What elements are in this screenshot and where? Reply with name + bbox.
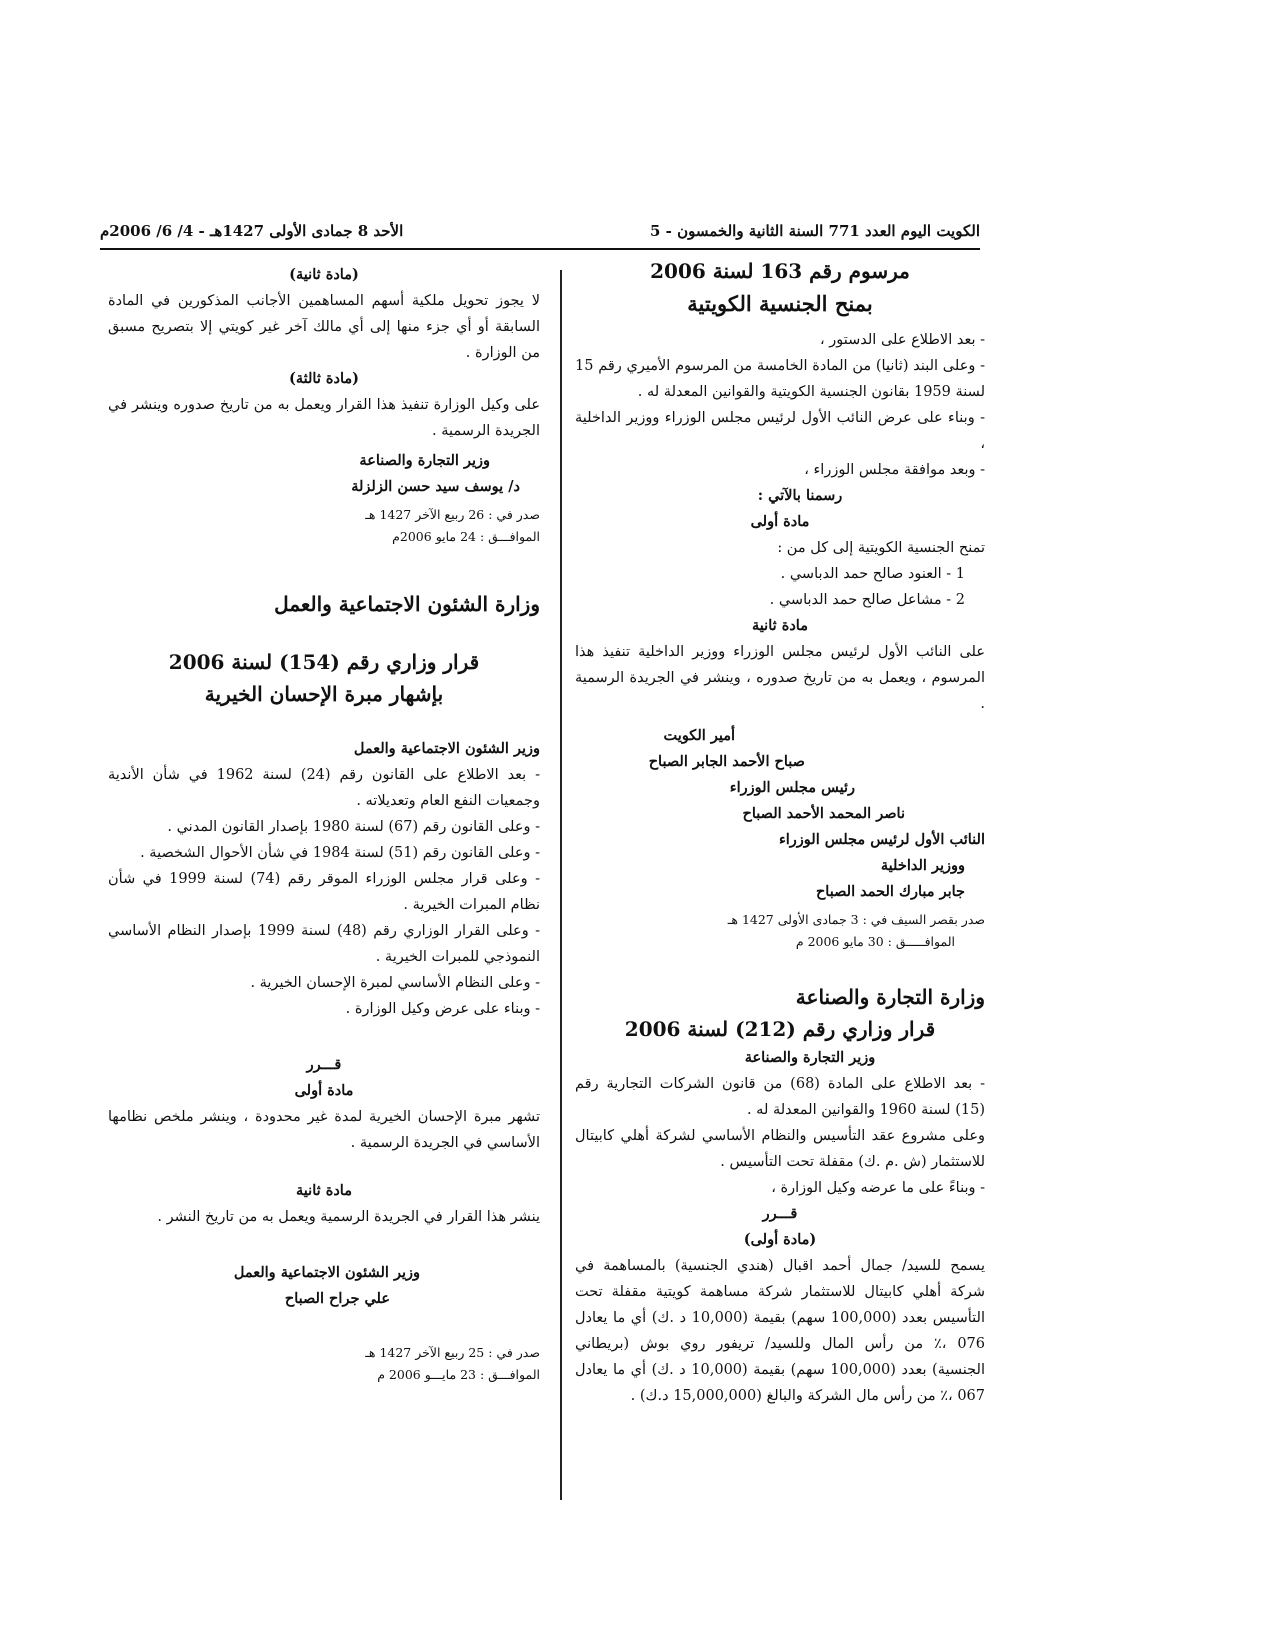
- trade-article3-text: على وكيل الوزارة تنفيذ هذا القرار ويعمل به من تاريخ صدوره وينشر في الجريدة الرسمية .: [108, 397, 540, 439]
- social-decision-title: قرار وزاري رقم (154) لسنة 2006: [168, 650, 480, 674]
- social-preamble-7: - وبناء على عرض وكيل الوزارة .: [345, 1001, 540, 1017]
- trade-sig-title: وزير التجارة والصناعة: [359, 452, 490, 469]
- decree-issued: صدر بقصر السيف في : 3 جمادى الأولى 1427 هـ: [727, 912, 985, 927]
- social-ministry-title: وزارة الشئون الاجتماعية والعمل: [274, 592, 540, 616]
- decree-sig-pm-name: ناصر المحمد الأحمد الصباح: [742, 805, 905, 822]
- trade-decided: قـــرر: [762, 1205, 798, 1222]
- social-preamble-2: - وعلى القانون رقم (67) لسنة 1980 بإصدار القانون المدني .: [167, 819, 540, 835]
- trade-preamble-1: - بعد الاطلاع على المادة (68) من قانون الشركات التجارية رقم (15) لسنة 1960 والقوانين المعدلة له .: [575, 1076, 985, 1118]
- right-column: [575, 255, 985, 1409]
- trade-decision-title: قرار وزاري رقم (212) لسنة 2006: [624, 1017, 936, 1041]
- social-preamble-6: - وعلى النظام الأساسي لمبرة الإحسان الخيرية .: [250, 975, 540, 991]
- decree-article1-title: مادة أولى: [750, 513, 810, 530]
- decree-subtitle: بمنح الجنسية الكويتية: [687, 291, 873, 316]
- decree-sig-pm-title: رئيس مجلس الوزراء: [729, 779, 855, 796]
- decree-sig-dpm-name: جابر مبارك الحمد الصباح: [815, 883, 965, 900]
- decree-preamble-4: - وبعد موافقة مجلس الوزراء ،: [804, 462, 985, 478]
- trade-article1-text: يسمح للسيد/ جمال أحمد اقبال (هندي الجنسية) بالمساهمة في شركة أهلي كابيتال للاستثمار شركة مساهمة كويتية مقفلة تحت التأسيس بعدد (100,000 سهم) بقيمة (10,000 د .ك) أي ما يعادل 076 ،٪ من رأس المال وللسيد/ تريفور روي بوش (بريطاني الجنسية) بعدد (100,000 سهم) بقيمة (10,000 د .ك) أي ما يعادل 067 ،٪ من رأس مال الشركة والبالغ (15,000,000 د.ك) .: [575, 1258, 985, 1404]
- social-preamble-5: - وعلى القرار الوزاري رقم (48) لسنة 1999 بإصدار النظام الأساسي النموذجي للمبرات الخيرية .: [108, 923, 540, 965]
- decree-name-2: 2 - مشاعل صالح حمد الدباسي .: [769, 592, 965, 608]
- decree-title: مرسوم رقم 163 لسنة 2006: [650, 259, 910, 283]
- column-divider: [560, 270, 562, 1500]
- decree-preamble-1: - بعد الاطلاع على الدستور ،: [819, 332, 985, 348]
- decree-preamble-2: - وعلى البند (ثانيا) من المادة الخامسة من المرسوم الأميري رقم 15 لسنة 1959 بقانون الجنسية الكويتية والقوانين المعدلة له .: [575, 358, 985, 400]
- trade-article2-text: لا يجوز تحويل ملكية أسهم المساهمين الأجانب المذكورين في المادة السابقة أو أي جزء منها إلى أي مالك آخر غير كويتي إلا بتصريح مسبق من الوزارة .: [108, 293, 540, 361]
- header-date: الأحد 8 جمادى الأولى 1427هـ - 4/ 6/ 2006م: [100, 222, 404, 240]
- decree-issued-greg: الموافـــــق : 30 مايو 2006 م: [795, 934, 955, 949]
- decree-sig-dpm-title: النائب الأول لرئيس مجلس الوزراء: [778, 831, 985, 848]
- decree-preamble-3: - وبناء على عرض النائب الأول لرئيس مجلس الوزراء ووزير الداخلية ،: [575, 410, 985, 452]
- social-issued: صدر في : 25 ربيع الآخر 1427 هـ: [365, 1345, 540, 1360]
- trade-article2-title: (مادة ثانية): [289, 266, 359, 283]
- social-decided: قـــرر: [306, 1056, 342, 1073]
- social-sig-name: علي جراح الصباح: [284, 1290, 390, 1307]
- decree-sig-dpm-title2: ووزير الداخلية: [880, 857, 965, 874]
- trade-issued-greg: الموافـــق : 24 مايو 2006م: [392, 529, 540, 544]
- trade-ministry-title: وزارة التجارة والصناعة: [795, 985, 985, 1009]
- social-article2-text: ينشر هذا القرار في الجريدة الرسمية ويعمل به من تاريخ النشر .: [157, 1209, 540, 1225]
- trade-issued: صدر في : 26 ربيع الآخر 1427 هـ: [365, 507, 540, 522]
- left-column: [108, 262, 540, 1386]
- trade-preamble-3: - وبناءً على ما عرضه وكيل الوزارة ،: [771, 1180, 985, 1196]
- decree-article2-text: على النائب الأول لرئيس مجلس الوزراء ووزير الداخلية تنفيذ هذا المرسوم ، ويعمل به من تاريخ صدوره ، وينشر في الجريدة الرسمية .: [575, 644, 985, 712]
- social-preamble-3: - وعلى القانون رقم (51) لسنة 1984 في شأن الأحوال الشخصية .: [140, 845, 540, 861]
- social-preamble-1: - بعد الاطلاع على القانون رقم (24) لسنة 1962 في شأن الأندية وجمعيات النفع العام وتعديلاته .: [108, 767, 540, 809]
- trade-preamble-2: وعلى مشروع عقد التأسيس والنظام الأساسي لشركة أهلي كابيتال للاستثمار (ش .م .ك) مقفلة تحت التأسيس .: [575, 1128, 985, 1170]
- page-header: [100, 218, 980, 250]
- trade-sig-name: د/ يوسف سيد حسن الزلزلة: [351, 478, 520, 495]
- trade-article1-title: (مادة أولى): [743, 1231, 817, 1248]
- social-preamble-4: - وعلى قرار مجلس الوزراء الموقر رقم (74) لسنة 1999 في شأن نظام المبرات الخيرية .: [108, 871, 540, 913]
- social-issuer: وزير الشئون الاجتماعية والعمل: [353, 740, 540, 757]
- decree-sig-emir-title: أمير الكويت: [663, 727, 735, 744]
- trade-article3-title: (مادة ثالثة): [288, 370, 360, 387]
- social-issued-greg: الموافـــق : 23 مايـــو 2006 م: [377, 1367, 540, 1382]
- decree-article2-title: مادة ثانية: [752, 617, 808, 634]
- social-article2-title: مادة ثانية: [296, 1182, 352, 1199]
- decree-name-1: 1 - العنود صالح حمد الدباسي .: [780, 566, 965, 582]
- decree-decreed: رسمنا بالآتي :: [757, 487, 843, 504]
- header-publication-info: الكويت اليوم العدد 771 السنة الثانية والخمسون - 5: [649, 222, 980, 240]
- trade-issuer: وزير التجارة والصناعة: [744, 1049, 876, 1066]
- social-article1-text: تشهر مبرة الإحسان الخيرية لمدة غير محدودة ، وينشر ملخص نظامها الأساسي في الجريدة الرسمية .: [108, 1109, 540, 1151]
- social-decision-subtitle: بإشهار مبرة الإحسان الخيرية: [204, 682, 444, 706]
- decree-sig-emir-name: صباح الأحمد الجابر الصباح: [648, 753, 805, 770]
- social-sig-title: وزير الشئون الاجتماعية والعمل: [233, 1264, 420, 1281]
- decree-article1-intro: تمنح الجنسية الكويتية إلى كل من :: [777, 540, 985, 556]
- social-article1-title: مادة أولى: [294, 1082, 354, 1099]
